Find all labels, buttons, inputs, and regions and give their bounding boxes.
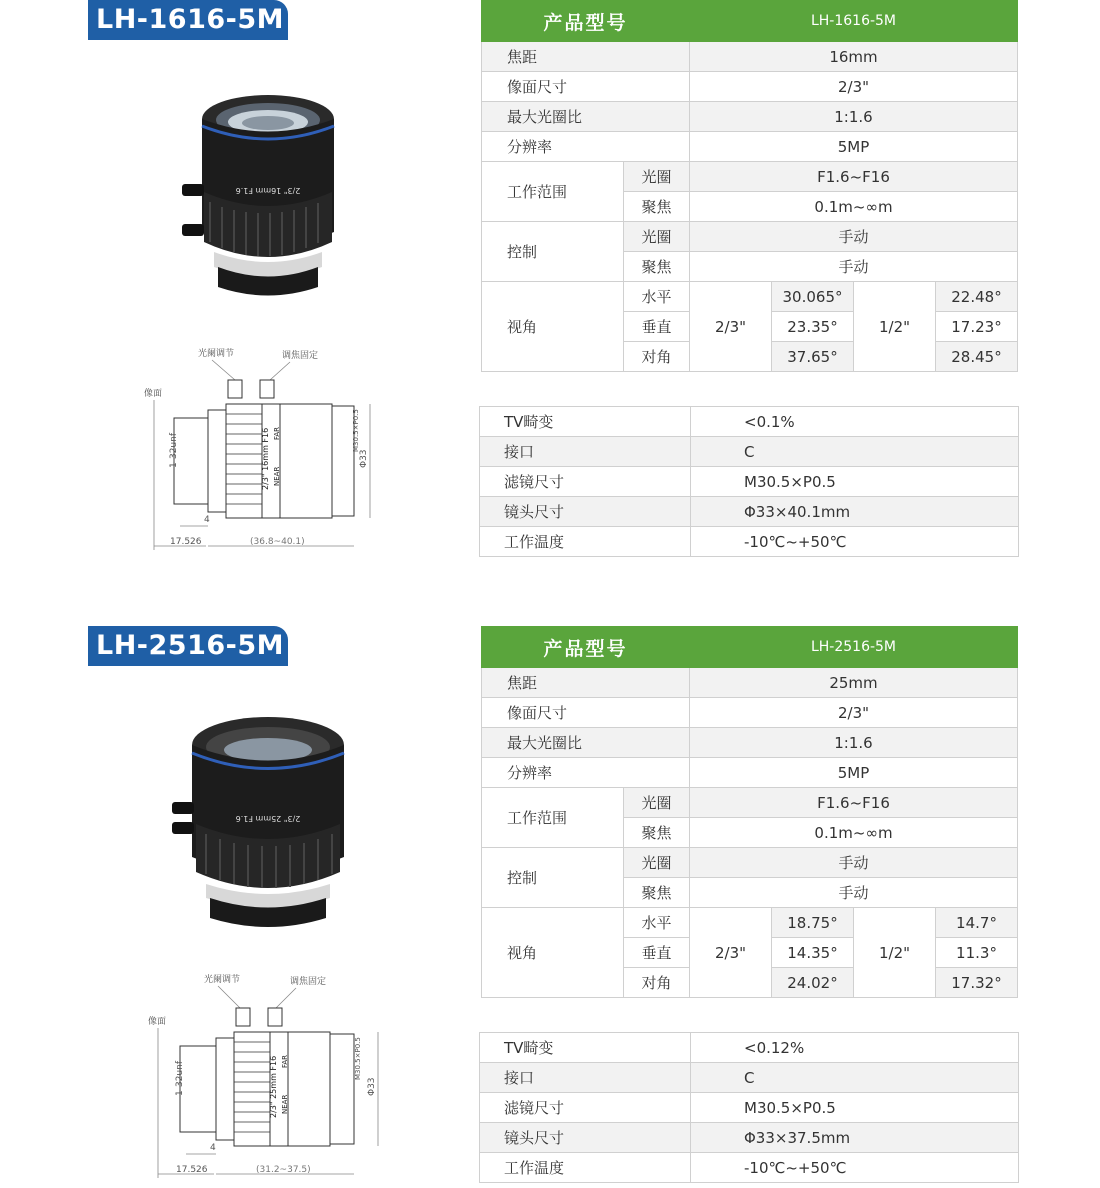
svg-text:调焦固定: 调焦固定	[290, 977, 327, 987]
fov-v-label: 垂直	[624, 312, 690, 342]
svg-text:光阑调节: 光阑调节	[198, 349, 235, 359]
temp-value: -10℃~+50℃	[691, 1153, 1019, 1183]
svg-text:4: 4	[204, 515, 210, 525]
mount-label: 接口	[480, 437, 691, 467]
svg-text:17.526: 17.526	[170, 537, 202, 547]
mount-label: 接口	[480, 1063, 691, 1093]
lens-photo	[170, 712, 350, 937]
svg-text:M30.5×P0.5: M30.5×P0.5	[354, 1037, 362, 1080]
focal-value: 25mm	[690, 668, 1018, 698]
fov-label: 视角	[482, 282, 624, 372]
temp-value: -10℃~+50℃	[691, 527, 1019, 557]
control-focus-label: 聚焦	[624, 252, 690, 282]
range-iris-value: F1.6~F16	[690, 788, 1018, 818]
range-focus-label: 聚焦	[624, 192, 690, 222]
control-iris-value: 手动	[690, 222, 1018, 252]
fov-d-a: 24.02°	[772, 968, 854, 998]
svg-text:NEAR: NEAR	[281, 1094, 289, 1114]
control-iris-label: 光圈	[624, 222, 690, 252]
sensor-b: 1/2"	[854, 908, 936, 998]
spec-table-extra	[479, 406, 1019, 557]
fov-d-label: 对角	[624, 342, 690, 372]
image-size-label: 像面尺寸	[482, 698, 690, 728]
tv-label: TV畸变	[480, 407, 691, 437]
fov-v-b: 11.3°	[936, 938, 1018, 968]
tv-value: <0.12%	[691, 1033, 1019, 1063]
size-label: 镜头尺寸	[480, 497, 691, 527]
resolution-value: 5MP	[690, 132, 1018, 162]
spec-table-extra	[479, 1032, 1019, 1183]
svg-text:2/3" 16mm F1.6: 2/3" 16mm F1.6	[235, 186, 301, 195]
filter-value: M30.5×P0.5	[691, 1093, 1019, 1123]
svg-text:1-32unf: 1-32unf	[175, 1060, 185, 1096]
range-label: 工作范围	[482, 162, 624, 222]
svg-text:光阑调节: 光阑调节	[204, 975, 241, 985]
aperture-value: 1:1.6	[690, 102, 1018, 132]
sensor-b: 1/2"	[854, 282, 936, 372]
image-size-label: 像面尺寸	[482, 72, 690, 102]
fov-h-b: 14.7°	[936, 908, 1018, 938]
svg-text:2/3" 16mm F16: 2/3" 16mm F16	[261, 427, 270, 490]
tv-label: TV畸变	[480, 1033, 691, 1063]
fov-h-a: 30.065°	[772, 282, 854, 312]
resolution-label: 分辨率	[482, 132, 690, 162]
control-focus-value: 手动	[690, 252, 1018, 282]
svg-text:FAR: FAR	[273, 426, 281, 440]
model-title: LH-1616-5M	[88, 0, 288, 40]
svg-text:像面: 像面	[144, 389, 163, 399]
sensor-a: 2/3"	[690, 908, 772, 998]
range-focus-label: 聚焦	[624, 818, 690, 848]
fov-d-b: 17.32°	[936, 968, 1018, 998]
mount-value: C	[691, 1063, 1019, 1093]
size-label: 镜头尺寸	[480, 1123, 691, 1153]
fov-v-b: 17.23°	[936, 312, 1018, 342]
filter-label: 滤镜尺寸	[480, 467, 691, 497]
temp-label: 工作温度	[480, 527, 691, 557]
header-value: LH-2516-5M	[690, 627, 1018, 668]
control-label: 控制	[482, 222, 624, 282]
svg-text:Φ33: Φ33	[367, 1077, 377, 1096]
svg-text:17.526: 17.526	[176, 1165, 208, 1175]
header-value: LH-1616-5M	[690, 1, 1018, 42]
fov-h-a: 18.75°	[772, 908, 854, 938]
fov-d-label: 对角	[624, 968, 690, 998]
svg-text:1-32unf: 1-32unf	[169, 432, 179, 468]
aperture-label: 最大光圈比	[482, 728, 690, 758]
size-value: Φ33×37.5mm	[691, 1123, 1019, 1153]
image-size-value: 2/3"	[690, 72, 1018, 102]
model-title: LH-2516-5M	[88, 626, 288, 666]
range-focus-value: 0.1m~∞m	[690, 192, 1018, 222]
spec-table	[481, 0, 1018, 372]
fov-v-label: 垂直	[624, 938, 690, 968]
range-label: 工作范围	[482, 788, 624, 848]
filter-value: M30.5×P0.5	[691, 467, 1019, 497]
fov-h-b: 22.48°	[936, 282, 1018, 312]
svg-text:2/3" 25mm F1.6: 2/3" 25mm F1.6	[235, 814, 301, 823]
range-focus-value: 0.1m~∞m	[690, 818, 1018, 848]
size-value: Φ33×40.1mm	[691, 497, 1019, 527]
range-iris-label: 光圈	[624, 162, 690, 192]
svg-text:(31.2~37.5): (31.2~37.5)	[256, 1165, 311, 1175]
technical-drawing	[140, 968, 390, 1188]
filter-label: 滤镜尺寸	[480, 1093, 691, 1123]
resolution-label: 分辨率	[482, 758, 690, 788]
svg-text:(36.8~40.1): (36.8~40.1)	[250, 537, 305, 547]
range-iris-label: 光圈	[624, 788, 690, 818]
svg-text:2/3" 25mm F16: 2/3" 25mm F16	[269, 1055, 278, 1118]
fov-h-label: 水平	[624, 282, 690, 312]
control-label: 控制	[482, 848, 624, 908]
header-label: 产品型号	[482, 627, 690, 668]
svg-text:FAR: FAR	[281, 1054, 289, 1068]
svg-text:Φ33: Φ33	[359, 449, 369, 468]
focal-value: 16mm	[690, 42, 1018, 72]
control-iris-label: 光圈	[624, 848, 690, 878]
focal-label: 焦距	[482, 668, 690, 698]
svg-text:调焦固定: 调焦固定	[282, 351, 319, 361]
fov-d-a: 37.65°	[772, 342, 854, 372]
aperture-value: 1:1.6	[690, 728, 1018, 758]
svg-text:像面: 像面	[148, 1017, 167, 1027]
spec-table	[481, 626, 1018, 998]
svg-text:4: 4	[210, 1143, 216, 1153]
range-iris-value: F1.6~F16	[690, 162, 1018, 192]
control-focus-value: 手动	[690, 878, 1018, 908]
fov-label: 视角	[482, 908, 624, 998]
control-iris-value: 手动	[690, 848, 1018, 878]
svg-text:NEAR: NEAR	[273, 466, 281, 486]
resolution-value: 5MP	[690, 758, 1018, 788]
temp-label: 工作温度	[480, 1153, 691, 1183]
fov-v-a: 14.35°	[772, 938, 854, 968]
header-label: 产品型号	[482, 1, 690, 42]
aperture-label: 最大光圈比	[482, 102, 690, 132]
tv-value: <0.1%	[691, 407, 1019, 437]
fov-d-b: 28.45°	[936, 342, 1018, 372]
svg-text:M30.5×P0.5: M30.5×P0.5	[352, 409, 360, 452]
control-focus-label: 聚焦	[624, 878, 690, 908]
fov-v-a: 23.35°	[772, 312, 854, 342]
mount-value: C	[691, 437, 1019, 467]
focal-label: 焦距	[482, 42, 690, 72]
lens-photo	[170, 82, 350, 307]
sensor-a: 2/3"	[690, 282, 772, 372]
technical-drawing	[140, 340, 390, 560]
image-size-value: 2/3"	[690, 698, 1018, 728]
fov-h-label: 水平	[624, 908, 690, 938]
